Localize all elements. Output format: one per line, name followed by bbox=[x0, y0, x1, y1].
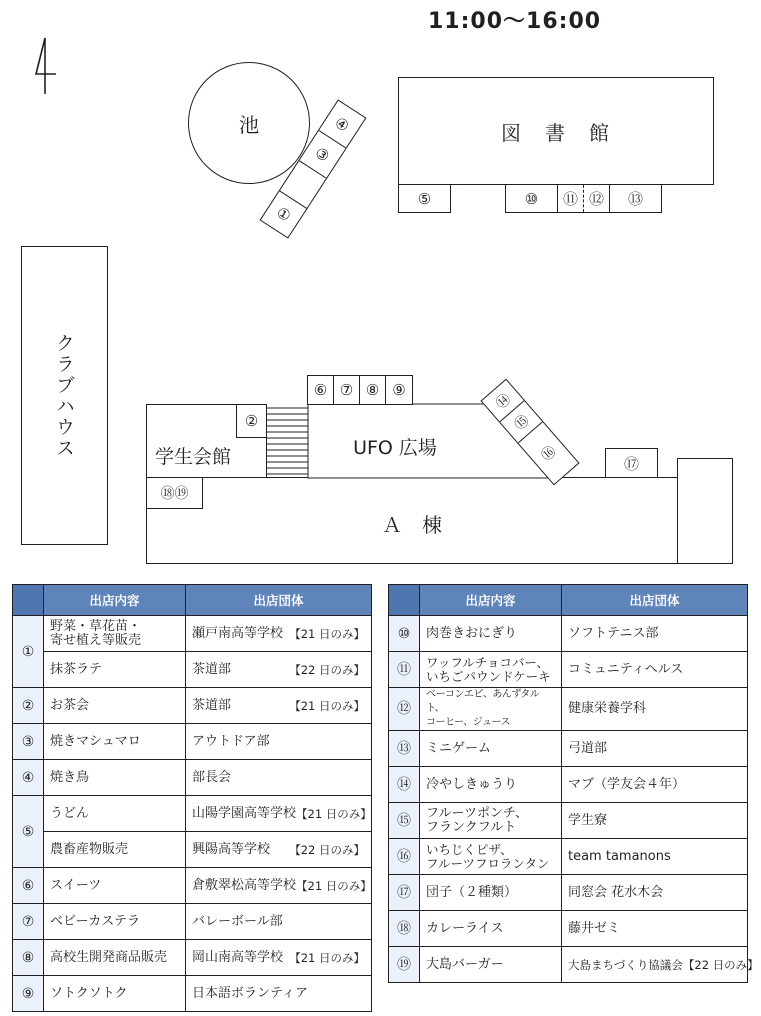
row-number: ⑱ bbox=[389, 911, 420, 947]
group-cell: バレーボール部 bbox=[186, 904, 372, 940]
spot-6[interactable]: ⑥ bbox=[308, 376, 334, 404]
table-row bbox=[389, 767, 748, 803]
note-cell: 【21 日のみ】 bbox=[289, 626, 365, 641]
content-cell: スイーツ bbox=[44, 868, 186, 904]
group-cell: 大島まちづくり協議会 bbox=[568, 957, 683, 972]
table-row bbox=[13, 616, 372, 652]
content-cell: いちじくピザ、 フルーツフロランタン bbox=[420, 839, 562, 875]
group-cell: 山陽学園高等学校 bbox=[192, 805, 297, 821]
content-cell: 農畜産物販売 bbox=[44, 832, 186, 868]
corner-cell bbox=[13, 585, 44, 616]
table-row bbox=[389, 875, 748, 911]
row-number: ① bbox=[13, 616, 44, 688]
table-row bbox=[13, 940, 372, 976]
note-cell: 【21 日のみ】 bbox=[296, 878, 372, 893]
spot-2-box bbox=[236, 404, 267, 438]
content-cell: お茶会 bbox=[44, 688, 186, 724]
spot-10[interactable]: ⑩ bbox=[506, 185, 558, 212]
table-row bbox=[389, 616, 748, 652]
content-cell: ベーコンエピ、あんずタルト、 コーヒー、ジュース bbox=[420, 688, 562, 731]
shop-table-right bbox=[388, 584, 759, 983]
row-number: ⑮ bbox=[389, 803, 420, 839]
table-row bbox=[389, 911, 748, 947]
table-row bbox=[13, 796, 372, 832]
content-cell: フルーツポンチ、 フランクフルト bbox=[420, 803, 562, 839]
content-cell: 抹茶ラテ bbox=[44, 652, 186, 688]
content-cell: 焼き鳥 bbox=[44, 760, 186, 796]
spot-12[interactable]: ⑫ bbox=[584, 185, 610, 212]
group-cell: マブ（学友会４年） bbox=[562, 767, 748, 803]
row-number: ⑭ bbox=[389, 767, 420, 803]
row-number: ⑦ bbox=[13, 904, 44, 940]
table-row bbox=[389, 688, 748, 731]
spot-18-19-box bbox=[146, 477, 203, 509]
content-cell: 冷やしきゅうり bbox=[420, 767, 562, 803]
spot-7[interactable]: ⑦ bbox=[334, 376, 360, 404]
row-number: ⑪ bbox=[389, 652, 420, 688]
club-house bbox=[21, 246, 108, 545]
corner-cell bbox=[389, 585, 420, 616]
spot-13[interactable]: ⑬ bbox=[627, 190, 643, 208]
row-number: ⑲ bbox=[389, 947, 420, 983]
library-booths bbox=[505, 184, 662, 213]
spot-5-box bbox=[398, 184, 451, 213]
spot-2[interactable]: ② bbox=[244, 412, 259, 430]
table-row bbox=[13, 832, 372, 868]
group-cell: 日本語ボランティア bbox=[186, 976, 372, 1012]
a-building bbox=[146, 477, 678, 564]
group-cell: 茶道部 bbox=[192, 661, 232, 677]
table-row bbox=[13, 904, 372, 940]
note-cell: 【21 日のみ】 bbox=[289, 950, 365, 965]
group-cell: ソフトテニス部 bbox=[562, 616, 748, 652]
group-cell: コミュニティヘルス bbox=[562, 652, 748, 688]
group-cell: 茶道部 bbox=[192, 697, 232, 713]
spot-15[interactable]: ⑮ bbox=[500, 401, 543, 443]
content-cell: 焼きマシュマロ bbox=[44, 724, 186, 760]
group-cell: 弓道部 bbox=[562, 731, 748, 767]
header-group: 出店団体 bbox=[186, 585, 372, 616]
group-cell: 岡山南高等学校 bbox=[192, 949, 284, 965]
spot-3[interactable]: ③ bbox=[299, 131, 345, 179]
group-cell: 同窓会 花水木会 bbox=[562, 875, 748, 911]
plaza-booths bbox=[307, 375, 413, 405]
table-row bbox=[13, 652, 372, 688]
row-number: ⑥ bbox=[13, 868, 44, 904]
spot-17[interactable]: ⑰ bbox=[623, 454, 639, 473]
opening-hours: 11:00〜16:00 bbox=[428, 9, 602, 34]
spot-4[interactable]: ④ bbox=[319, 101, 365, 149]
content-cell: ソトクソトク bbox=[44, 976, 186, 1012]
row-number: ④ bbox=[13, 760, 44, 796]
row-number: ⑬ bbox=[389, 731, 420, 767]
a-building-annex bbox=[677, 458, 733, 564]
table-row bbox=[13, 688, 372, 724]
content-cell: カレーライス bbox=[420, 911, 562, 947]
table-row bbox=[13, 868, 372, 904]
header-content: 出店内容 bbox=[44, 585, 186, 616]
group-cell: 学生寮 bbox=[562, 803, 748, 839]
content-cell: ワッフルチョコバー、 いちごパウンドケーキ bbox=[420, 652, 562, 688]
spot-14[interactable]: ⑭ bbox=[482, 380, 525, 422]
content-cell: 大島バーガー bbox=[420, 947, 562, 983]
group-cell: 倉敷翠松高等学校 bbox=[192, 877, 297, 893]
group-cell: team tamanons bbox=[562, 839, 748, 875]
spot-9[interactable]: ⑨ bbox=[392, 381, 406, 399]
table-row bbox=[13, 976, 372, 1012]
group-cell: 部長会 bbox=[186, 760, 372, 796]
table-row bbox=[389, 731, 748, 767]
club-house-label: クラブハウス bbox=[53, 332, 75, 459]
group-cell: 瀬戸南高等学校 bbox=[192, 625, 284, 641]
content-cell: 高校生開発商品販売 bbox=[44, 940, 186, 976]
spot-1[interactable]: ① bbox=[273, 203, 295, 226]
row-number: ⑧ bbox=[13, 940, 44, 976]
row-number: ⑩ bbox=[389, 616, 420, 652]
row-number: ⑫ bbox=[389, 688, 420, 731]
row-number: ⑨ bbox=[13, 976, 44, 1012]
note-cell: 【21 日のみ】 bbox=[296, 806, 372, 821]
note-cell: 【21 日のみ】 bbox=[289, 698, 365, 713]
group-cell: 藤井ゼミ bbox=[562, 911, 748, 947]
library-label: 図 書 館 bbox=[501, 120, 611, 145]
table-row bbox=[389, 839, 748, 875]
table-row bbox=[389, 947, 748, 983]
pond-label: 池 bbox=[239, 112, 259, 137]
header-group: 出店団体 bbox=[562, 585, 748, 616]
stairs bbox=[266, 404, 310, 478]
header-content: 出店内容 bbox=[420, 585, 562, 616]
a-building-label: Ａ 棟 bbox=[382, 512, 442, 537]
row-number: ⑤ bbox=[13, 796, 44, 868]
library bbox=[398, 77, 714, 185]
spot-17-box bbox=[605, 448, 658, 478]
group-cell: 興陽高等学校 bbox=[192, 841, 271, 857]
shop-table-left bbox=[12, 584, 372, 1012]
spot-16[interactable]: ⑯ bbox=[538, 443, 560, 465]
row-number: ③ bbox=[13, 724, 44, 760]
spot-8[interactable]: ⑧ bbox=[360, 376, 386, 404]
note-cell: 【22 日のみ】 bbox=[289, 662, 365, 677]
note-cell: 【22 日のみ】 bbox=[289, 842, 365, 857]
spot-18-19[interactable]: ⑱⑲ bbox=[160, 486, 189, 502]
student-hall-label: 学生会館 bbox=[154, 445, 231, 468]
content-cell: 団子（２種類） bbox=[420, 875, 562, 911]
content-cell: 肉巻きおにぎり bbox=[420, 616, 562, 652]
note-cell: 【22 日のみ】 bbox=[682, 957, 759, 972]
row-number: ⑯ bbox=[389, 839, 420, 875]
content-cell: ミニゲーム bbox=[420, 731, 562, 767]
row-number: ② bbox=[13, 688, 44, 724]
table-row bbox=[389, 803, 748, 839]
content-cell: 野菜・草花苗・ 寄せ植え等販売 bbox=[44, 616, 186, 652]
north-arrow-icon bbox=[30, 36, 62, 96]
spot-11[interactable]: ⑪ bbox=[558, 185, 584, 212]
table-row bbox=[13, 724, 372, 760]
content-cell: ベビーカステラ bbox=[44, 904, 186, 940]
group-cell: アウトドア部 bbox=[186, 724, 372, 760]
table-row bbox=[389, 652, 748, 688]
group-cell: 健康栄養学科 bbox=[562, 688, 748, 731]
ufo-plaza-label: UFO 広場 bbox=[353, 436, 437, 459]
content-cell: うどん bbox=[44, 796, 186, 832]
pond bbox=[188, 62, 310, 184]
spot-5[interactable]: ⑤ bbox=[417, 189, 432, 208]
table-row bbox=[13, 760, 372, 796]
row-number: ⑰ bbox=[389, 875, 420, 911]
